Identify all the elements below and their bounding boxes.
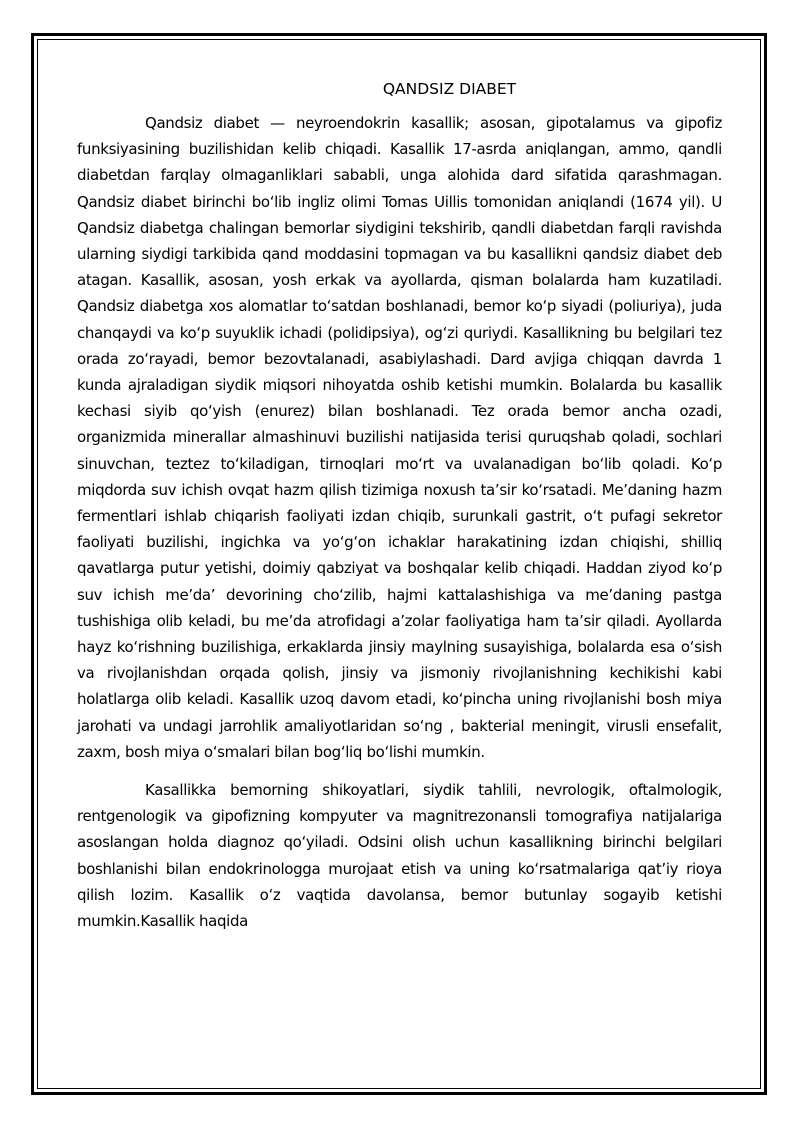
document-title: QANDSIZ DIABET [382,80,517,98]
paragraph-1: Qandsiz diabet — neyroendokrin kasallik; asosan, gipotalamus va gipofiz funksiyasining buzilishidan kelib chiqadi. Kasallik 17-asrda aniqlangan, ammo, qandli diabetdan farqlay olmaganliklari sababli, unga alohida dard sifatida qarashmagan. Qandsiz diabet birinchi boʻlib ingliz olimi Tomas Uillis tomonidan aniqlandi (1674 yil). U Qandsiz diabetga chalingan bemorlar siydigini tekshirib, qandli diabetdan farqli ravishda ularning siydigi tarkibida qand moddasini topmagan va bu kasallikni qandsiz diabet deb atagan. Kasallik, asosan, yosh erkak va ayollarda, qisman bolalarda ham kuzatiladi. Qandsiz diabetga xos alomatlar toʻsatdan boshlanadi, bemor koʻp siyadi (poliuriya), juda chanqaydi va koʻp suyuklik ichadi (polidipsiya), ogʻzi quriydi. Kasallikning bu belgilari tez orada zoʻrayadi, bemor bezovtalanadi, asabiylashadi. Dard avjiga chiqqan davrda 1 kunda ajraladigan siydik miqsori nihoyatda oshib ketishi mumkin. Bolalarda bu kasallik kechasi siyib qoʻyish (enurez) bilan boshlanadi. Tez orada bemor ancha ozadi, organizmida minerallar almashinuvi buzilishi natijasida terisi quruqshab qoladi, sochlari sinuvchan, teztez toʻkiladigan, tirnoqlari moʻrt va uvalanadigan boʻlib qoladi. Koʻp miqdorda suv ichish ovqat hazm qilish tizimiga noxush taʼsir koʻrsatadi. Meʼdaning hazm fermentlari ishlab chiqarish faoliyati izdan chiqib, surunkali gastrit, oʻt pufagi sekretor faoliyati buzilishi, ingichka va yoʻgʻon ichaklar harakatining izdan chiqishi, shilliq qavatlarga putur yetishi, doimiy qabziyat va boshqalar kelib chiqadi. Haddan ziyod koʻp suv ichish meʼdaʼ devorining choʻzilib, hajmi kattalashishiga va meʼdaning pastga tushishiga olib keladi, bu meʼda atrofidagi aʼzolar faoliyatiga ham taʼsir qiladi. Ayollarda hayz koʻrishning buzilishiga, erkaklarda jinsiy maylning susayishiga, bolalarda esa oʻsish va rivojlanishdan orqada qolish, jinsiy va jismoniy rivojlanishning kechikishi kabi holatlarga olib keladi. Kasallik uzoq davom etadi, koʻpincha uning rivojlanishi bosh miya jarohati va undagi jarrohlik amaliyotlaridan soʻng , bakterial meningit, virusli ensefalit, zaxm, bosh miya oʻsmalari bilan bogʻliq boʻlishi mumkin. [77,114,722,761]
document-body [77,78,722,934]
paragraph-2: Kasallikka bemorning shikoyatlari, siydik tahlili, nevrologik, oftalmologik, rentgenologik va gipofizning kompyuter va magnitrezonansli tomografiya natijalariga asoslangan holda diagnoz qoʻyiladi. Odsini olish uchun kasallikning birinchi belgilari boshlanishi bilan endokrinologga murojaat etish va uning koʻrsatmalariga qatʼiy rioya qilish lozim. Kasallik oʻz vaqtida davolansa, bemor butunlay sogayib ketishi mumkin.Kasallik haqida [77,781,722,931]
